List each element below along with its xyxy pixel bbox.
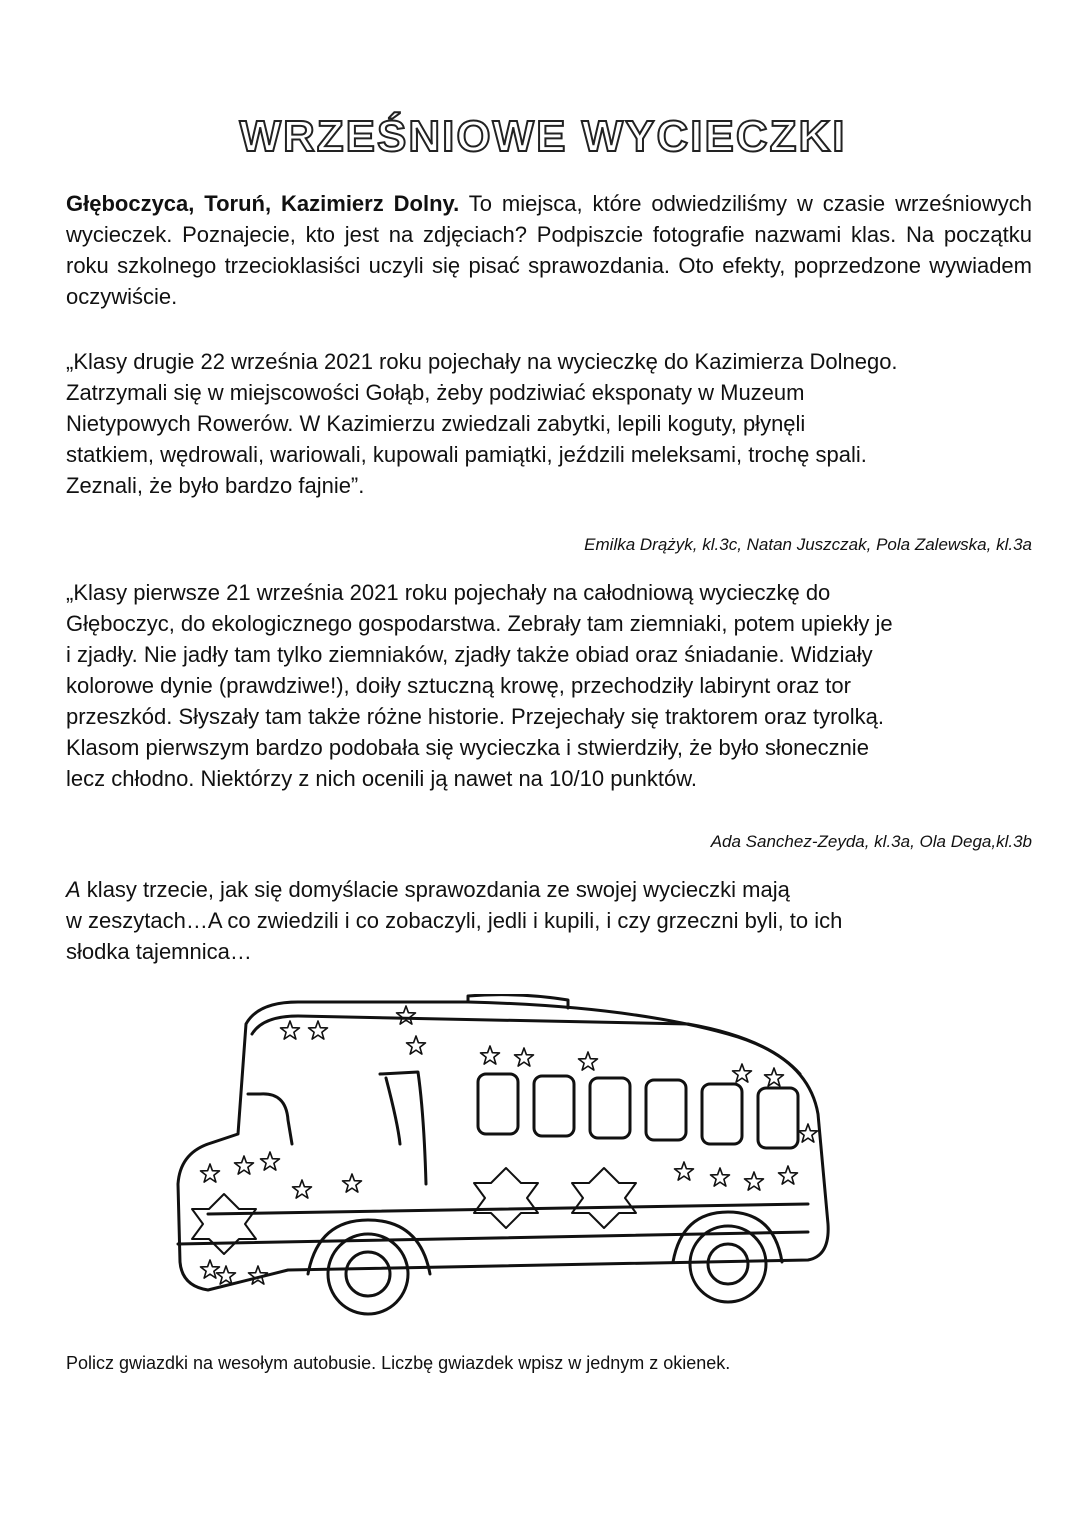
report-line: Głęboczyc, do ekologicznego gospodarstwa. Zebrały tam ziemniaki, potem upiekły je xyxy=(66,611,893,636)
report-lead: A xyxy=(66,877,81,902)
report-line: Klasom pierwszym bardzo podobała się wycieczka i stwierdziły, że było słonecznie xyxy=(66,735,869,760)
intro-text: To miejsca, które odwiedziliśmy w czasie wrześniowych wycieczek. Poznajecie, kto jest na zdjęciach? Podpiszcie fotografie nazwami klas. Na początku roku szkolnego trzecioklasiści uczyli się pisać sprawozdania. Oto efekty, poprzedzone wywiadem oczywiście. xyxy=(66,191,1032,309)
report-signature: Emilka Drążyk, kl.3c, Natan Juszczak, Pola Zalewska, kl.3a xyxy=(584,535,1032,554)
report-line: Zeznali, że było bardzo fajnie”. xyxy=(66,473,365,498)
report-signature: Ada Sanchez-Zeyda, kl.3a, Ola Dega,kl.3b xyxy=(710,832,1032,851)
page-title: WRZEŚNIOWE WYCIECZKI xyxy=(239,112,847,161)
intro-lead: Głęboczyca, Toruń, Kazimierz Dolny. xyxy=(66,191,460,216)
report-line: Nietypowych Rowerów. W Kazimierzu zwiedzali zabytki, lepili koguty, płynęli xyxy=(66,411,806,436)
report-line: „Klasy pierwsze 21 września 2021 roku pojechały na całodniową wycieczkę do xyxy=(66,580,831,605)
report-line: statkiem, wędrowali, wariowali, kupowali pamiątki, jeździli meleksami, trochę spali. xyxy=(66,442,867,467)
report-line: kolorowe dynie (prawdziwe!), doiły sztuczną krowę, przechodziły labirynt oraz tor xyxy=(66,673,851,698)
intro-paragraph xyxy=(66,188,1032,312)
report-line: słodka tajemnica… xyxy=(66,939,252,964)
bus-coloring-icon xyxy=(168,994,840,1316)
report-line: lecz chłodno. Niektórzy z nich ocenili ją nawet na 10/10 punktów. xyxy=(66,766,698,791)
report-third-grade xyxy=(66,874,1032,967)
report-first-grade xyxy=(66,577,1032,794)
report-line: i zjadły. Nie jadły tam tylko ziemniaków, zjadły także obiad oraz śniadanie. Widziały xyxy=(66,642,873,667)
report-second-grade xyxy=(66,346,1032,501)
report-line: Zatrzymali się w miejscowości Gołąb, żeby podziwiać eksponaty w Muzeum xyxy=(66,380,805,405)
report-line: klasy trzecie, jak się domyślacie sprawozdania ze swojej wycieczki mają xyxy=(80,877,790,902)
report-line: w zeszytach…A co zwiedzili i co zobaczyli, jedli i kupili, i czy grzeczni byli, to ich xyxy=(66,908,843,933)
report-line: przeszkód. Słyszały tam także różne historie. Przejechały się traktorem oraz tyrolką. xyxy=(66,704,884,729)
caption: Policz gwiazdki na wesołym autobusie. Liczbę gwiazdek wpisz w jednym z okienek. xyxy=(66,1353,731,1373)
report-line: „Klasy drugie 22 września 2021 roku pojechały na wycieczkę do Kazimierza Dolnego. xyxy=(66,349,898,374)
